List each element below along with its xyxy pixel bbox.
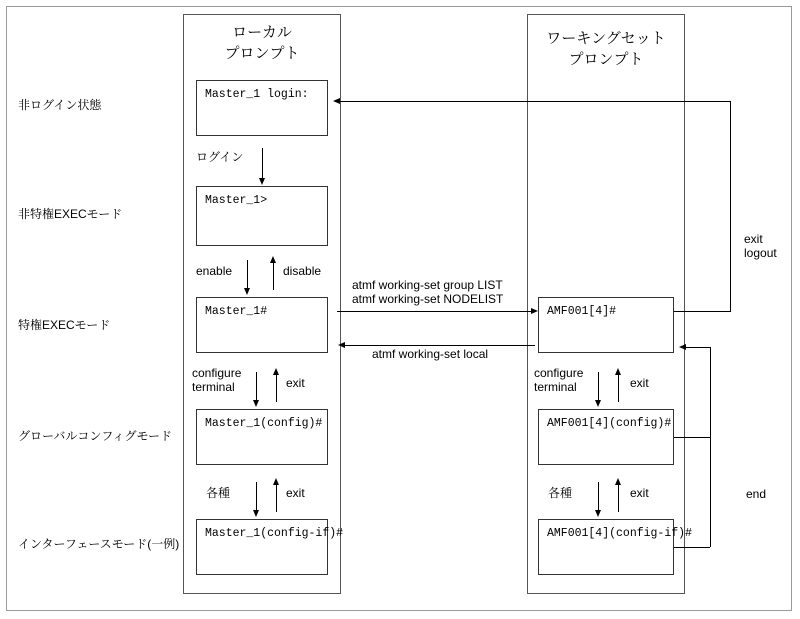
right-label-end: end <box>746 487 767 501</box>
transition-label-various: 各種 <box>206 486 231 500</box>
cross-link-line-to-workingset <box>337 311 531 312</box>
local-prompt-box-privileged-exec <box>196 297 328 353</box>
column-local-title-line2: プロンプト <box>224 45 300 62</box>
transition-label-configure-terminal-line1: configure <box>192 366 242 380</box>
row-label-global-config: グローバルコンフィグモード <box>18 429 172 443</box>
ws-arrow-head-various <box>595 510 601 517</box>
ws-arrow-line-exit-config <box>618 374 619 402</box>
arrow-line-enable <box>247 260 248 288</box>
workingset-prompt-text-interface: AMF001[4](config-if)# <box>547 527 692 540</box>
ws-arrow-line-configure-terminal <box>598 372 599 400</box>
cross-link-label-to-workingset-line2: atmf working-set NODELIST <box>352 292 504 306</box>
ws-arrow-head-configure-terminal <box>595 400 601 407</box>
arrow-head-configure-terminal <box>253 400 259 407</box>
row-label-user-exec: 非特権EXECモード <box>18 207 123 221</box>
exit-logout-line-right <box>674 311 730 312</box>
ws-transition-label-configure-terminal <box>534 366 583 394</box>
local-prompt-text-user-exec: Master_1> <box>205 194 268 207</box>
cross-link-label-to-local: atmf working-set local <box>372 347 489 361</box>
row-label-not-logged-in: 非ログイン状態 <box>18 98 102 112</box>
end-line-from-interface <box>674 547 710 548</box>
cross-link-label-to-workingset-line1: atmf working-set group LIST <box>352 278 503 292</box>
transition-label-exit-if: exit <box>286 486 305 500</box>
transition-label-configure-terminal <box>192 366 241 394</box>
ws-arrow-head-exit-config <box>615 368 621 375</box>
exit-logout-line-top <box>340 101 730 102</box>
workingset-prompt-box-global-config <box>538 409 674 465</box>
end-arrow <box>679 344 686 350</box>
end-line-top <box>686 347 710 348</box>
right-label-exit-logout-line1: exit <box>744 232 763 246</box>
transition-label-disable: disable <box>283 264 322 278</box>
arrow-head-login <box>259 178 265 185</box>
cross-link-label-to-workingset <box>352 278 503 306</box>
transition-label-enable: enable <box>196 264 233 278</box>
arrow-head-various <box>253 510 259 517</box>
ws-transition-label-exit-if: exit <box>630 486 649 500</box>
arrow-head-enable <box>244 288 250 295</box>
workingset-prompt-box-privileged-exec <box>538 297 674 353</box>
local-prompt-box-user-exec <box>196 186 328 246</box>
right-label-exit-logout-line2: logout <box>744 246 777 260</box>
column-local-title-line1: ローカル <box>232 24 292 41</box>
local-prompt-box-interface <box>196 519 344 575</box>
arrow-line-exit-config <box>276 374 277 402</box>
ws-arrow-line-various <box>598 482 599 510</box>
row-label-interface-mode: インターフェースモード(一例) <box>18 537 180 551</box>
ws-arrow-line-exit-if <box>618 484 619 512</box>
transition-label-exit-config: exit <box>286 376 305 390</box>
arrow-line-login <box>262 148 263 178</box>
workingset-prompt-box-interface <box>538 519 692 575</box>
cross-link-arrow-to-workingset <box>531 308 538 314</box>
arrow-line-exit-if <box>276 484 277 512</box>
local-prompt-text-privileged-exec: Master_1# <box>205 305 268 318</box>
column-workingset-title-line1: ワーキングセット <box>546 30 666 47</box>
column-local-title <box>183 22 341 64</box>
workingset-prompt-text-privileged-exec: AMF001[4]# <box>547 305 617 318</box>
ws-transition-label-various: 各種 <box>548 486 573 500</box>
cross-link-arrow-to-local <box>338 342 345 348</box>
column-workingset-title <box>527 28 685 70</box>
exit-logout-arrow <box>333 98 340 104</box>
cross-link-line-to-local <box>345 345 535 346</box>
local-prompt-text-interface: Master_1(config-if)# <box>205 527 344 540</box>
local-prompt-box-global-config <box>196 409 328 465</box>
exit-logout-line-vertical <box>730 101 731 312</box>
arrow-head-disable <box>270 256 276 263</box>
end-line-vertical <box>710 347 711 547</box>
arrow-line-configure-terminal <box>256 372 257 400</box>
arrow-line-disable <box>273 262 274 290</box>
row-label-privileged-exec: 特権EXECモード <box>18 318 111 332</box>
arrow-head-exit-if <box>273 478 279 485</box>
arrow-head-exit-config <box>273 368 279 375</box>
ws-transition-label-exit-config: exit <box>630 376 649 390</box>
transition-label-login: ログイン <box>196 150 244 164</box>
ws-transition-label-configure-terminal-line1: configure <box>534 366 584 380</box>
end-line-from-config <box>674 437 710 438</box>
local-prompt-text-global-config: Master_1(config)# <box>205 417 323 430</box>
transition-label-configure-terminal-line2: terminal <box>192 380 235 394</box>
workingset-prompt-text-global-config: AMF001[4](config)# <box>547 417 672 430</box>
local-prompt-text-login: Master_1 login: <box>205 88 309 101</box>
arrow-line-various <box>256 482 257 510</box>
right-label-exit-logout <box>744 232 777 260</box>
ws-transition-label-configure-terminal-line2: terminal <box>534 380 577 394</box>
ws-arrow-head-exit-if <box>615 478 621 485</box>
local-prompt-box-login <box>196 80 328 136</box>
column-workingset-title-line2: プロンプト <box>568 51 644 68</box>
